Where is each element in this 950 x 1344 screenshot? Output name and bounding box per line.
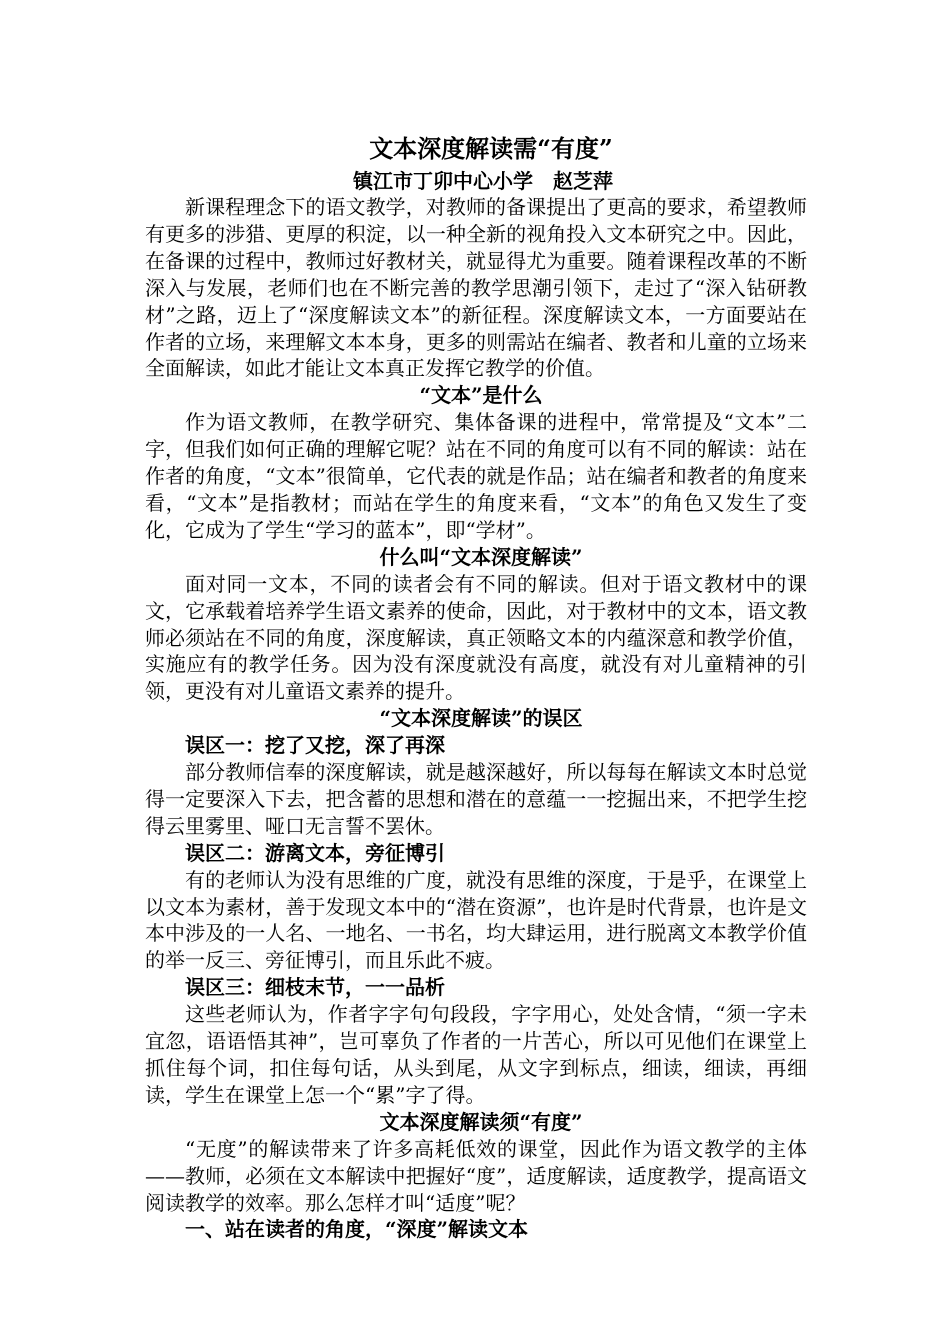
section-deep-reading-definition-paragraph: 面对同一文本，不同的读者会有不同的解读。但对于语文教材中的课文，它承载着培养学生语文素养的使命，因此，对于教材中的文本，语文教师必须站在不同的角度，深度解读，真正领略文本的内蕴深意和教学价值，实施应有的教学任务。因为没有深度就没有高度，就没有对儿童精神的引领，更没有对儿童语文素养的提升。	[145, 571, 807, 704]
misconception-1-title: 误区一：挖了又挖，深了再深	[185, 733, 445, 758]
document-body	[145, 131, 807, 1243]
intro-paragraph: 新课程理念下的语文教学，对教师的备课提出了更高的要求，希望教师有更多的涉猎、更厚的积淀，以一种全新的视角投入文本研究之中。因此，在备课的过程中，教师过好教材关，就显得尤为重要。随着课程改革的不断深入与发展，老师们也在不断完善的教学思潮引领下，走过了“深入钻研教材”之路，迈上了“深度解读文本”的新征程。深度解读文本，一方面要站在作者的立场，来理解文本本身，更多的则需站在编者、教者和儿童的立场来全面解读，如此才能让文本真正发挥它教学的价值。	[145, 195, 807, 381]
misconception-3-paragraph: 这些老师认为，作者字字句句段段，字字用心，处处含情，“须一字未宜忽，语语悟其神”，岂可辜负了作者的一片苦心，所以可见他们在课堂上抓住每个词，扣住每句话，从头到尾，从文字到标点，细读，细读，再细读，学生在课堂上怎一个“累”字了得。	[145, 1002, 807, 1107]
section-what-is-text-paragraph: 作为语文教师，在教学研究、集体备课的进程中，常常提及“文本”二字，但我们如何正确的理解它呢？站在不同的角度可以有不同的解读：站在作者的角度，“文本”很简单，它代表的就是作品；站在编者和教者的角度来看，“文本”是指教材；而站在学生的角度来看，“文本”的角色又发生了变化，它成为了学生“学习的蓝本”，即“学材”。	[145, 410, 807, 542]
misconception-3-title: 误区三：细枝末节，一一品析	[185, 975, 445, 1000]
misconception-1-paragraph: 部分教师信奉的深度解读，就是越深越好，所以每每在解读文本时总觉得一定要深入下去，把含蓄的思想和潜在的意蕴一一挖掘出来，不把学生挖得云里雾里、哑口无言誓不罢休。	[145, 760, 807, 838]
section-heading-misconceptions: “文本深度解读”的误区	[379, 706, 583, 731]
document-title: 文本深度解读需“有度”	[369, 134, 613, 163]
section-heading-moderation: 文本深度解读须“有度”	[379, 1109, 583, 1134]
misconception-2-title: 误区二：游离文本，旁征博引	[185, 840, 445, 865]
misconception-2-paragraph: 有的老师认为没有思维的广度，就没有思维的深度，于是乎，在课堂上以文本为素材，善于发现文本中的“潜在资源”，也许是时代背景，也许是文本中涉及的一人名、一地名、一书名，均大肆运用，进行脱离文本教学价值的举一反三、旁征博引，而且乐此不疲。	[145, 867, 807, 973]
section-heading-deep-reading-definition: 什么叫“文本深度解读”	[379, 544, 583, 569]
point-1-title: 一、站在读者的角度，“深度”解读文本	[185, 1217, 529, 1242]
document-author: 镇江市丁卯中心小学 赵芝萍	[353, 169, 613, 193]
section-heading-what-is-text: “文本”是什么	[419, 383, 543, 408]
section-moderation-paragraph: “无度”的解读带来了许多高耗低效的课堂，因此作为语文教学的主体——教师，必须在文本解读中把握好“度”，适度解读，适度教学，提高语文阅读教学的效率。那么怎样才叫“适度”呢？	[145, 1136, 807, 1215]
